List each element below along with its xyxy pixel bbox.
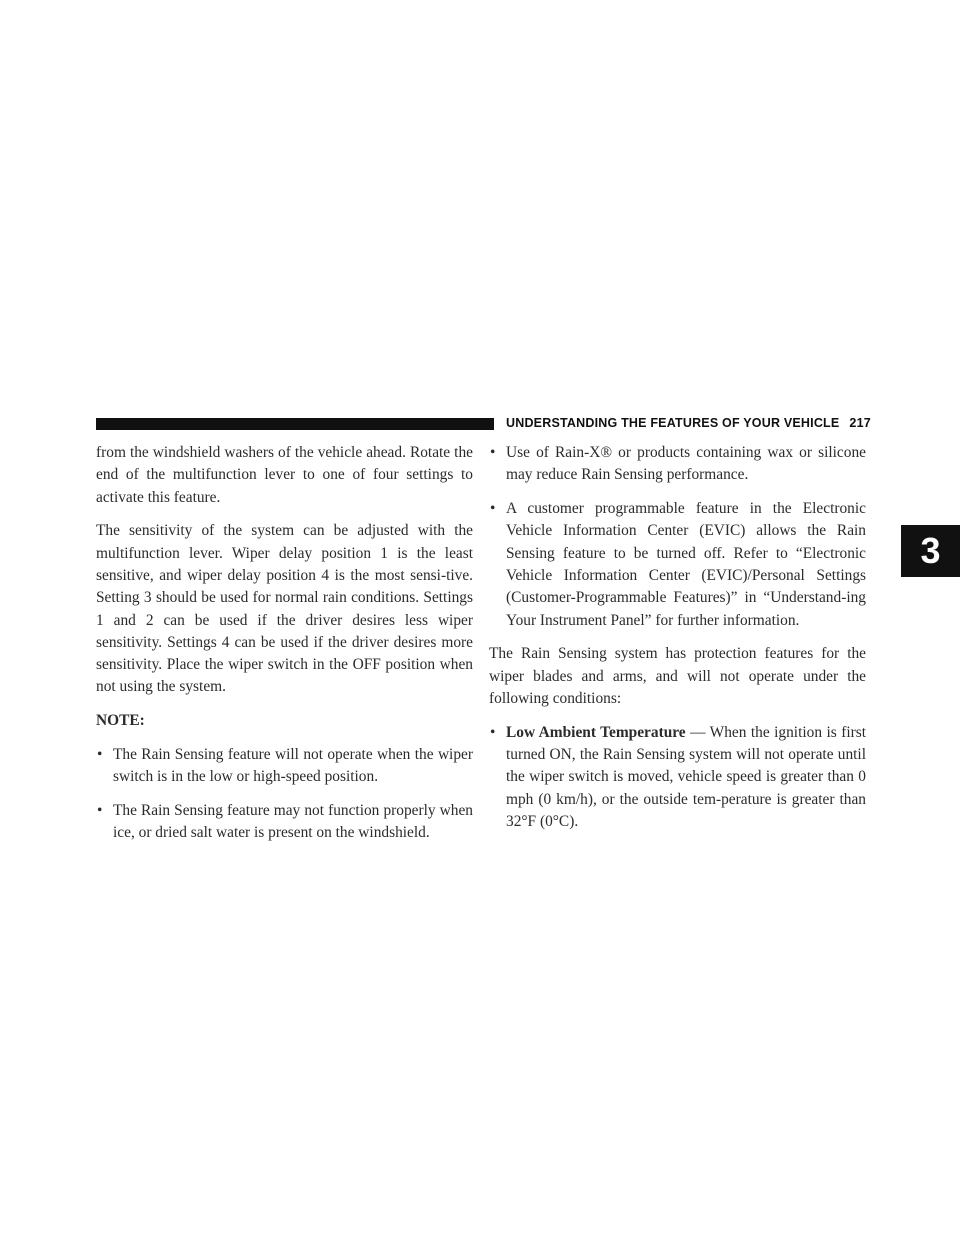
list-item xyxy=(489,722,866,833)
header-rule xyxy=(96,418,494,430)
bullet-glyph: • xyxy=(490,500,496,518)
paragraph-sensitivity: The sensitivity of the system can be adjusted with the multifunction lever. Wiper delay position 1 is the least sensitive, and wiper delay position 4 is the most sensi-tive. Setting 3 should be used for normal rain conditions. Settings 1 and 2 can be used if the driver desires less wiper sensitivity. Settings 4 can be used if the driver desires more sensitivity. Place the wiper switch in the OFF position when not using the system. xyxy=(96,522,473,696)
bullet-glyph: • xyxy=(490,723,496,741)
list-item xyxy=(96,800,473,845)
list-item-text: Use of Rain-X® or products containing wax or silicone may reduce Rain Sensing performance. xyxy=(506,444,866,484)
note-label: NOTE: xyxy=(96,712,145,730)
chapter-tab: 3 xyxy=(901,525,960,577)
running-header xyxy=(506,416,871,430)
conditions-list xyxy=(489,722,866,833)
left-column xyxy=(96,442,473,856)
note-list-continued xyxy=(489,442,866,632)
paragraph-washers: from the windshield washers of the vehicle ahead. Rotate the end of the multifunction lever to one of four settings to activate this feature. xyxy=(96,444,473,506)
list-item-text: The Rain Sensing feature may not function properly when ice, or dried salt water is present on the windshield. xyxy=(113,802,473,842)
list-item-text: The Rain Sensing feature will not operate when the wiper switch is in the low or high-speed position. xyxy=(113,746,473,786)
right-column xyxy=(489,442,866,845)
bullet-glyph: • xyxy=(97,802,103,820)
list-item-text: A customer programmable feature in the Electronic Vehicle Information Center (EVIC) allows the Rain Sensing feature to be turned off. Refer to “Electronic Vehicle Information Center (EVIC)/Personal Settings (Customer-Programmable Features)” in “Understand-ing Your Instrument Panel” for further information. xyxy=(506,500,866,629)
list-item xyxy=(489,498,866,632)
page-number: 217 xyxy=(849,416,871,430)
section-title: UNDERSTANDING THE FEATURES OF YOUR VEHICLE xyxy=(506,416,840,430)
bullet-glyph: • xyxy=(97,746,103,764)
list-item xyxy=(96,744,473,789)
bullet-glyph: • xyxy=(490,444,496,461)
note-list xyxy=(96,744,473,845)
list-item xyxy=(489,442,866,487)
paragraph-protection: The Rain Sensing system has protection features for the wiper blades and arms, and will not operate under the following conditions: xyxy=(489,645,866,707)
condition-text: — When the ignition is first turned ON, the Rain Sensing system will not operate until the wiper switch is moved, vehicle speed is greater than 0 mph (0 km/h), or the outside tem-perature is greater than 32°F (0°C). xyxy=(506,723,866,830)
condition-term: Low Ambient Temperature xyxy=(506,723,686,741)
